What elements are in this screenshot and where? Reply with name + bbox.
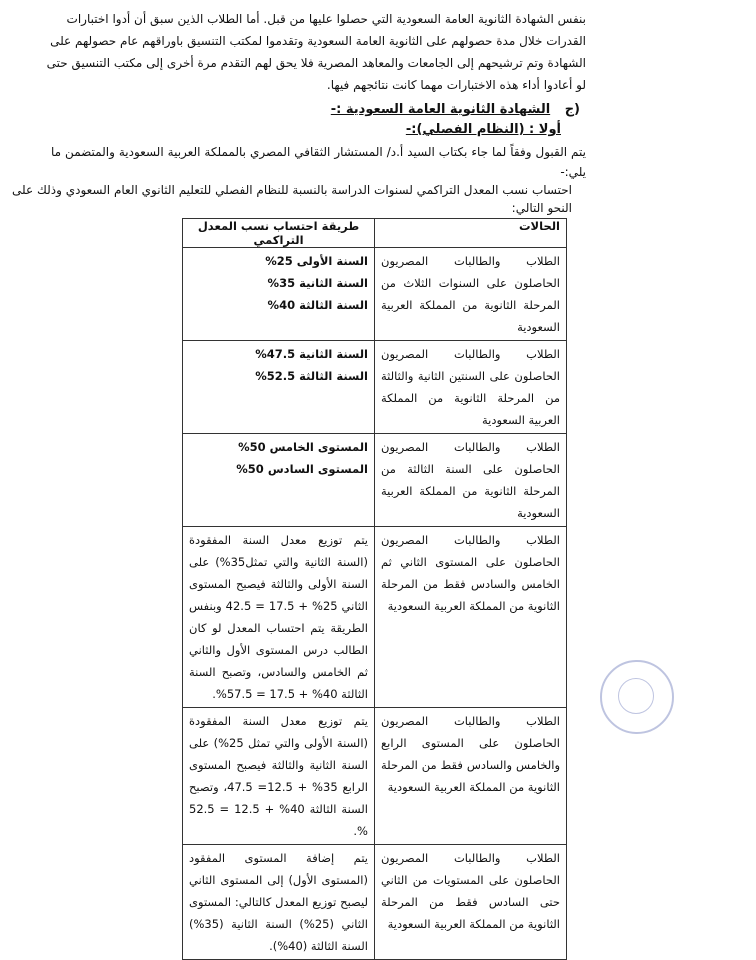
method-line: السنة الثانية 47.5% (255, 347, 368, 361)
official-stamp-icon (600, 660, 674, 734)
method-line: المستوى الخامس 50% (238, 440, 368, 454)
method-cell: يتم توزيع معدل السنة المفقودة (السنة الأولى والتي تمثل 25%) على السنة الثانية والثالثة فيصبح المستوى الرابع 35% + 12.5= 47.5، وتصبح السنة الثالثة 40% + 12.5 = 52.5 %. (183, 708, 375, 845)
case-cell: الطلاب والطالبات المصريون الحاصلون على المستوى الرابع والخامس والسادس فقط من المرحلة الثانوية من المملكة العربية السعودية (375, 708, 567, 845)
method-line: المستوى السادس 50% (236, 462, 368, 476)
case-cell: الطلاب والطالبات المصريون الحاصلون على السنة الثالثة من المرحلة الثانوية من المملكة العربية السعودية (375, 434, 567, 527)
method-cell (183, 434, 375, 527)
intro-line: الشهادة وتم ترشيحهم إلى الجامعات والمعاهد المصرية فلا يحق لهم التقدم مرة أخرى إلى مكتب التنسيق حتى (46, 56, 586, 70)
intro-line: بنفس الشهادة الثانوية العامة السعودية التي حصلوا عليها من قبل. أما الطلاب الذين سبق أن أدوا اختبارات (66, 12, 586, 26)
table-row (183, 527, 567, 708)
method-cell: يتم إضافة المستوى المفقود (المستوى الأول) إلى المستوى الثاني ليصبح توزيع المعدل كالتالي: المستوى الثاني (25%) السنة الثانية (35%) السنة الثالثة (40%). (183, 845, 375, 960)
method-cell (183, 248, 375, 341)
table-header-row (183, 219, 567, 248)
method-cell: يتم توزيع معدل السنة المفقودة (السنة الثانية والتي تمثل35%) على السنة الأولى والثالثة فيصبح المستوى الثاني 25% + 17.5 = 42.5 وبنفس الطريقة يتم احتساب المعدل لو كان الطالب درس المستوى الأول والثاني ثم الخامس والسادس، وتصبح السنة الثالثة 40% + 17.5 = 57.5%. (183, 527, 375, 708)
method-line: السنة الثانية 35% (267, 276, 368, 290)
header-method: طريقة احتساب نسب المعدل التراكمي (183, 219, 375, 248)
gpa-table (182, 218, 567, 960)
table-row (183, 845, 567, 960)
table-row (183, 341, 567, 434)
section-label: (ج (564, 102, 580, 117)
method-line: السنة الثالثة 40% (267, 298, 368, 312)
case-cell: الطلاب والطالبات المصريون الحاصلون على السنوات الثلاث من المرحلة الثانوية من المملكة العربية السعودية (375, 248, 567, 341)
header-cases: الحالات (375, 219, 567, 248)
method-line: السنة الأولى 25% (265, 254, 368, 268)
method-cell (183, 341, 375, 434)
table-row (183, 434, 567, 527)
case-cell: الطلاب والطالبات المصريون الحاصلون على السنتين الثانية والثالثة من المرحلة الثانوية من المملكة العربية السعودية (375, 341, 567, 434)
case-cell: الطلاب والطالبات المصريون الحاصلون على المستوى الثاني ثم الخامس والسادس فقط من المرحلة الثانوية من المملكة العربية السعودية (375, 527, 567, 708)
calculation-paragraph: احتساب نسب المعدل التراكمي لسنوات الدراسة بالنسبة للنظام الفصلي للتعليم الثانوي العام السعودي وذلك على النحو التالي: (12, 183, 572, 215)
method-line: السنة الثالثة 52.5% (255, 369, 368, 383)
acceptance-paragraph: يتم القبول وفقاً لما جاء بكتاب السيد أ.د/ المستشار الثقافي المصري بالمملكة العربية السعودية والمتضمن ما يلي:- (51, 145, 586, 179)
stamp-inner-ring (618, 678, 654, 714)
intro-paragraph (26, 8, 586, 96)
section-title: الشهادة الثانوية العامة السعودية :- (330, 102, 551, 117)
table-row (183, 248, 567, 341)
case-cell: الطلاب والطالبات المصريون الحاصلون على المستويات من الثاني حتى السادس فقط من المرحلة الثانوية من المملكة العربية السعودية (375, 845, 567, 960)
intro-line: لو أعادوا أداء هذه الاختبارات مهما كانت نتائجهم فيها. (326, 78, 586, 92)
section-heading (20, 101, 580, 119)
subsection-heading: أولا : (النظام الفصلي):- (405, 122, 561, 137)
table-row (183, 708, 567, 845)
intro-line: القدرات خلال مدة حصولهم على الثانوية العامة السعودية وتقدموا لمكتب التنسيق باوراقهم عام حصولهم على (50, 34, 586, 48)
